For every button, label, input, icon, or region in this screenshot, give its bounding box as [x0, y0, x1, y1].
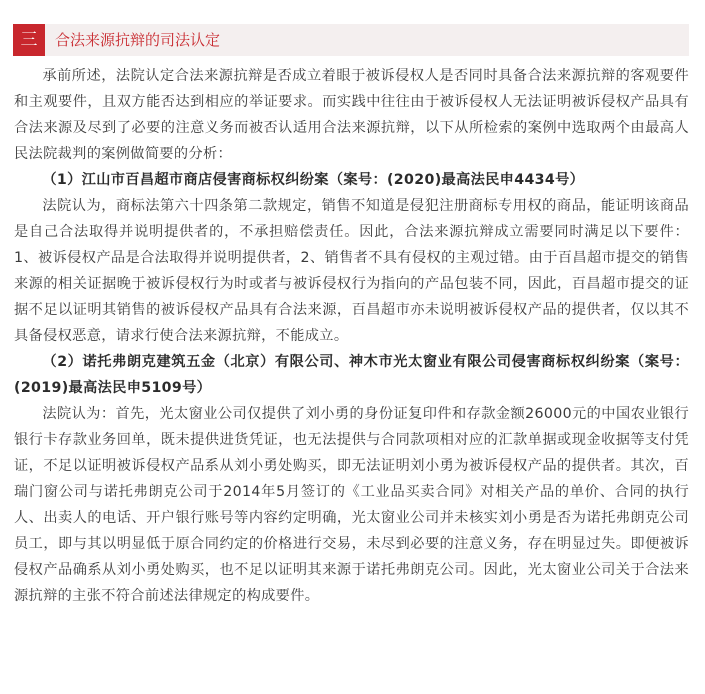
case-2-title: （2）诺托弗朗克建筑五金（北京）有限公司、神木市光太窗业有限公司侵害商标权纠纷案（案号：(2019)最高法民申5109号） — [14, 354, 689, 396]
section-title: 合法来源抗辩的司法认定 — [55, 31, 221, 49]
article-body — [14, 63, 689, 609]
section-number-badge: 三 — [13, 24, 45, 56]
intro-paragraph: 承前所述，法院认定合法来源抗辩是否成立着眼于被诉侵权人是否同时具备合法来源抗辩的客观要件和主观要件，且双方能否达到相应的举证要求。而实践中往往由于被诉侵权人无法证明被诉侵权产品具有合法来源及尽到了必要的注意义务而被否认适用合法来源抗辩，以下从所检索的案例中选取两个由最高人民法院裁判的案例做简要的分析： — [14, 68, 689, 162]
section-header — [13, 24, 689, 56]
case-2-analysis-paragraph: 法院认为：首先，光太窗业公司仅提供了刘小勇的身份证复印件和存款金额26000元的中国农业银行银行卡存款业务回单，既未提供进货凭证，也无法提供与合同款项相对应的汇款单据或现金收据等支付凭证，不足以证明被诉侵权产品系从刘小勇处购买，即无法证明刘小勇为被诉侵权产品的提供者。其次，百瑞门窗公司与诺托弗朗克公司于2014年5月签订的《工业品买卖合同》对相关产品的单价、合同的执行人、出卖人的电话、开户银行账号等内容约定明确，光太窗业公司并未核实刘小勇是否为诺托弗朗克公司员工，即与其以明显低于原合同约定的价格进行交易，未尽到必要的注意义务，存在明显过失。即便被诉侵权产品确系从刘小勇处购买，也不足以证明其来源于诺托弗朗克公司。因此，光太窗业公司关于合法来源抗辩的主张不符合前述法律规定的构成要件。 — [14, 406, 689, 604]
case-1-title: （1）江山市百昌超市商店侵害商标权纠纷案（案号：(2020)最高法民申4434号） — [42, 172, 585, 188]
case-1-analysis-paragraph: 法院认为，商标法第六十四条第二款规定，销售不知道是侵犯注册商标专用权的商品，能证明该商品是自己合法取得并说明提供者的，不承担赔偿责任。因此，合法来源抗辩成立需要同时满足以下要件：1、被诉侵权产品是合法取得并说明提供者，2、销售者不具有侵权的主观过错。由于百昌超市提交的销售来源的相关证据晚于被诉侵权行为时或者与被诉侵权行为指向的产品包装不同，因此，百昌超市提交的证据不足以证明其销售的被诉侵权产品具有合法来源，百昌超市亦未说明被诉侵权产品的提供者，仅以其不具备侵权恶意，请求行使合法来源抗辩，不能成立。 — [14, 198, 689, 344]
